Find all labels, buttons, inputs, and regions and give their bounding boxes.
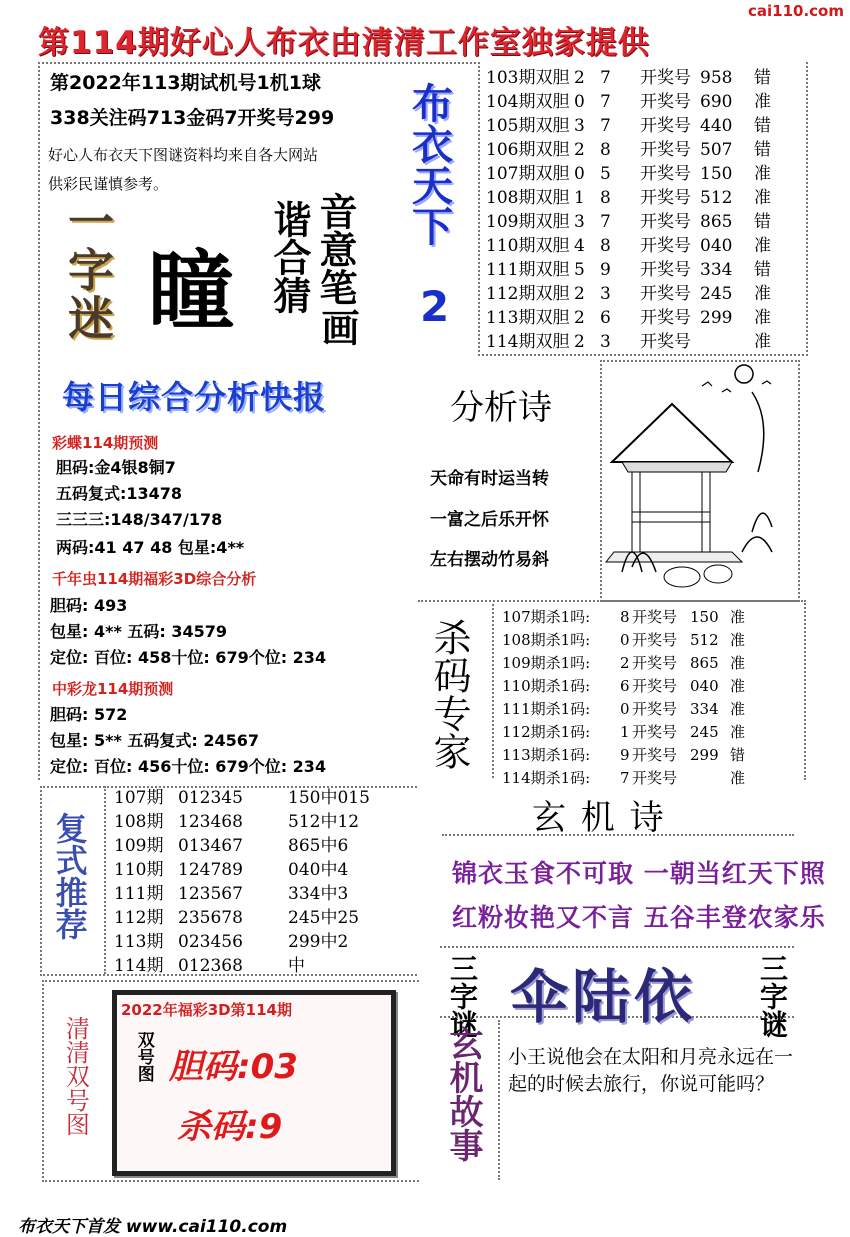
recommend-combo: 012345 [178, 788, 243, 808]
kill-num: 150 [690, 608, 719, 626]
trial-line1: 第2022年113期试机号1机1球 [50, 72, 321, 94]
double-label: 清清双号图 [61, 1016, 90, 1136]
history-num: 245 [700, 284, 733, 304]
history-d1: 2 [574, 284, 585, 304]
history-row [486, 186, 778, 210]
history-num: 299 [700, 308, 733, 328]
history-issue: 114期双胆 [486, 332, 570, 352]
history-num: 690 [700, 92, 733, 112]
three-chars: 伞陆依 [510, 963, 697, 1031]
history-num: 440 [700, 116, 733, 136]
history-row [486, 210, 778, 234]
brand-vertical: 布衣天下 [405, 82, 453, 246]
kill-digit: 6 [620, 677, 630, 695]
history-d1: 0 [574, 92, 585, 112]
history-issue: 105期双胆 [486, 116, 570, 136]
riddle-hint-col1: 谐合猜 [267, 200, 311, 314]
recommend-combo: 123468 [178, 812, 243, 832]
recommend-hit: 865中6 [288, 836, 349, 856]
kill-digit: 9 [620, 746, 630, 764]
history-d2: 7 [600, 116, 611, 136]
kill-label: 开奖号 [632, 723, 678, 741]
history-table [486, 66, 778, 354]
recommend-table [114, 786, 388, 978]
recommend-combo: 023456 [178, 932, 243, 952]
qianniang-l3: 定位: 百位: 458十位: 679个位: 234 [50, 648, 327, 667]
kill-digit: 7 [620, 769, 630, 787]
history-d2: 6 [600, 308, 611, 328]
story-label: 玄机故事 [443, 1026, 483, 1162]
history-row [486, 66, 778, 90]
kill-issue: 109期杀1吗: [502, 654, 591, 672]
history-row [486, 234, 778, 258]
kill-issue: 108期杀1吗: [502, 631, 591, 649]
history-result: 错 [754, 68, 771, 88]
double-sha: 杀码:9 [177, 1107, 283, 1147]
recommend-hit: 299中2 [288, 932, 349, 952]
history-row [486, 138, 778, 162]
double-dan: 胆码:03 [169, 1047, 298, 1087]
caidie-l1: 胆码:金4银8铜7 [56, 458, 176, 477]
kill-result: 准 [730, 723, 746, 741]
kill-digit: 0 [620, 631, 630, 649]
history-result: 准 [754, 92, 771, 112]
kill-issue: 114期杀1码: [502, 769, 591, 787]
history-d1: 2 [574, 68, 585, 88]
qianniang-l2: 包星: 4** 五码: 34579 [50, 622, 228, 641]
poem-title: 分析诗 [450, 388, 552, 428]
kill-num: 865 [690, 654, 719, 672]
riddle-char: 瞳 [148, 241, 234, 342]
history-result: 准 [754, 188, 771, 208]
history-result: 准 [754, 164, 771, 184]
caidie-heading: 彩蝶114期预测 [52, 434, 159, 452]
history-label: 开奖号 [640, 212, 691, 232]
kill-issue: 107期杀1吗: [502, 608, 591, 626]
kill-title: 杀码专家 [427, 618, 471, 770]
history-d1: 4 [574, 236, 585, 256]
history-label: 开奖号 [640, 68, 691, 88]
story-divider [498, 1020, 500, 1180]
pavilion-illustration [600, 360, 800, 602]
double-box [112, 990, 396, 1176]
history-row [486, 162, 778, 186]
kill-row [502, 675, 752, 698]
kill-row [502, 721, 752, 744]
history-result: 准 [754, 284, 771, 304]
kill-issue: 113期杀1码: [502, 746, 591, 764]
xuanji-title: 玄 机 诗 [532, 798, 666, 838]
history-num: 150 [700, 164, 733, 184]
trial-line2: 338关注码713金码7开奖号299 [50, 107, 335, 129]
history-num: 958 [700, 68, 733, 88]
kill-num: 299 [690, 746, 719, 764]
recommend-issue: 108期 [114, 812, 164, 832]
three-label-right: 三字谜 [756, 954, 789, 1038]
zhongcai-l2: 包星: 5** 五码复式: 24567 [50, 731, 260, 750]
zhongcai-heading: 中彩龙114期预测 [52, 680, 174, 698]
recommend-row [114, 882, 388, 906]
history-d2: 8 [600, 236, 611, 256]
recommend-issue: 114期 [114, 956, 164, 976]
history-d1: 5 [574, 260, 585, 280]
recommend-hit: 中 [288, 956, 305, 976]
xuanji-line1: 锦衣玉食不可取 一朝当红天下照 [452, 859, 826, 888]
history-issue: 107期双胆 [486, 164, 570, 184]
history-d1: 3 [574, 212, 585, 232]
kill-divider [492, 604, 494, 778]
page-banner: 第114期好心人布衣由清清工作室独家提供 [38, 25, 650, 61]
kill-row [502, 629, 752, 652]
history-d2: 8 [600, 140, 611, 160]
history-d2: 7 [600, 212, 611, 232]
history-num: 334 [700, 260, 733, 280]
story-text: 小王说他会在太阳和月亮永远在一起的时候去旅行，你说可能吗？ [508, 1046, 794, 1095]
recommend-hit: 334中3 [288, 884, 349, 904]
trial-note1: 好心人布衣天下图谜资料均来自各大网站 [48, 146, 319, 164]
kill-issue: 111期杀1码: [502, 700, 591, 718]
kill-label: 开奖号 [632, 608, 678, 626]
trial-note2: 供彩民谨慎参考。 [48, 175, 169, 193]
kill-row [502, 698, 752, 721]
recommend-issue: 109期 [114, 836, 164, 856]
history-label: 开奖号 [640, 236, 691, 256]
kill-digit: 0 [620, 700, 630, 718]
history-result: 错 [754, 212, 771, 232]
history-label: 开奖号 [640, 92, 691, 112]
history-label: 开奖号 [640, 284, 691, 304]
history-label: 开奖号 [640, 260, 691, 280]
kill-result: 准 [730, 608, 746, 626]
kill-digit: 8 [620, 608, 630, 626]
history-issue: 111期双胆 [486, 260, 570, 280]
history-row [486, 114, 778, 138]
double-side-label: 双号图 [133, 1031, 154, 1082]
history-d1: 2 [574, 332, 585, 352]
history-num: 507 [700, 140, 733, 160]
history-result: 错 [754, 260, 771, 280]
kill-row [502, 767, 752, 790]
zhongcai-l1: 胆码: 572 [50, 705, 128, 724]
kill-result: 准 [730, 700, 746, 718]
kill-result: 准 [730, 677, 746, 695]
history-result: 准 [754, 332, 771, 352]
kill-result: 准 [730, 654, 746, 672]
history-issue: 110期双胆 [486, 236, 570, 256]
kill-label: 开奖号 [632, 631, 678, 649]
zhongcai-l3: 定位: 百位: 456十位: 679个位: 234 [50, 757, 327, 776]
recommend-divider [104, 786, 106, 974]
three-label-left: 三字谜 [446, 954, 479, 1038]
history-d2: 3 [600, 332, 611, 352]
recommend-hit: 245中25 [288, 908, 360, 928]
kill-num: 512 [690, 631, 719, 649]
kill-num: 245 [690, 723, 719, 741]
history-issue: 109期双胆 [486, 212, 570, 232]
recommend-issue: 113期 [114, 932, 164, 952]
history-num: 512 [700, 188, 733, 208]
kill-row [502, 652, 752, 675]
recommend-combo: 124789 [178, 860, 243, 880]
pavilion-icon [602, 362, 798, 600]
kill-num: 334 [690, 700, 719, 718]
kill-label: 开奖号 [632, 746, 678, 764]
history-row [486, 282, 778, 306]
history-label: 开奖号 [640, 308, 691, 328]
history-d1: 1 [574, 188, 585, 208]
recommend-hit: 040中4 [288, 860, 349, 880]
history-d1: 2 [574, 308, 585, 328]
xuanji-line2: 红粉妆艳又不言 五谷丰登农家乐 [452, 903, 826, 932]
history-d2: 7 [600, 68, 611, 88]
kill-label: 开奖号 [632, 700, 678, 718]
riddle-hint-col3: 画 [315, 308, 359, 346]
history-result: 错 [754, 140, 771, 160]
caidie-l4: 两码:41 47 48 包星:4** [56, 538, 245, 557]
history-d1: 0 [574, 164, 585, 184]
kill-num: 040 [690, 677, 719, 695]
recommend-row [114, 906, 388, 930]
daily-divider [38, 362, 40, 780]
footer-link[interactable]: 布衣天下首发 www.cai110.com [18, 1217, 288, 1237]
kill-digit: 1 [620, 723, 630, 741]
kill-result: 准 [730, 769, 746, 787]
recommend-row [114, 930, 388, 954]
site-logo[interactable]: cai110.com [748, 2, 844, 20]
riddle-label: 一字迷 [61, 198, 115, 342]
recommend-combo: 235678 [178, 908, 243, 928]
kill-row [502, 606, 752, 629]
qianniang-l1: 胆码: 493 [50, 596, 128, 615]
recommend-issue: 112期 [114, 908, 164, 928]
history-row [486, 330, 778, 354]
history-d2: 8 [600, 188, 611, 208]
kill-row [502, 744, 752, 767]
riddle-hint-col2: 音意笔 [313, 192, 357, 306]
history-label: 开奖号 [640, 332, 691, 352]
recommend-row [114, 786, 388, 810]
recommend-title: 复式推荐 [50, 812, 89, 940]
poem-line3: 左右摆动竹易斜 [430, 550, 549, 570]
recommend-combo: 123567 [178, 884, 243, 904]
history-result: 错 [754, 116, 771, 136]
recommend-hit: 150中015 [288, 788, 370, 808]
kill-table [502, 606, 752, 790]
history-result: 准 [754, 236, 771, 256]
kill-result: 错 [730, 746, 746, 764]
history-d2: 9 [600, 260, 611, 280]
recommend-row [114, 834, 388, 858]
history-issue: 104期双胆 [486, 92, 570, 112]
kill-label: 开奖号 [632, 769, 678, 787]
recommend-issue: 107期 [114, 788, 164, 808]
history-result: 准 [754, 308, 771, 328]
recommend-row [114, 858, 388, 882]
recommend-combo: 012368 [178, 956, 243, 976]
kill-result: 准 [730, 631, 746, 649]
history-d2: 5 [600, 164, 611, 184]
history-label: 开奖号 [640, 188, 691, 208]
kill-issue: 112期杀1码: [502, 723, 591, 741]
recommend-issue: 110期 [114, 860, 164, 880]
brand-number: 2 [420, 282, 450, 331]
kill-digit: 2 [620, 654, 630, 672]
history-row [486, 258, 778, 282]
recommend-row [114, 954, 388, 978]
history-d1: 3 [574, 116, 585, 136]
recommend-combo: 013467 [178, 836, 243, 856]
history-row [486, 90, 778, 114]
history-num: 040 [700, 236, 733, 256]
history-issue: 106期双胆 [486, 140, 570, 160]
history-issue: 103期双胆 [486, 68, 570, 88]
history-label: 开奖号 [640, 164, 691, 184]
xuanji-rule [442, 834, 794, 836]
kill-label: 开奖号 [632, 677, 678, 695]
history-d2: 3 [600, 284, 611, 304]
history-issue: 108期双胆 [486, 188, 570, 208]
double-box-title: 2022年福彩3D第114期 [121, 1001, 292, 1019]
history-d1: 2 [574, 140, 585, 160]
caidie-l2: 五码复式:13478 [56, 484, 183, 503]
kill-label: 开奖号 [632, 654, 678, 672]
daily-title: 每日综合分析快报 [62, 378, 327, 416]
poem-line2: 一富之后乐开怀 [430, 510, 549, 530]
history-issue: 112期双胆 [486, 284, 570, 304]
recommend-hit: 512中12 [288, 812, 360, 832]
poem-line1: 天命有时运当转 [430, 469, 549, 489]
caidie-l3: 三三三:148/347/178 [56, 510, 223, 529]
history-row [486, 306, 778, 330]
history-issue: 113期双胆 [486, 308, 570, 328]
history-d2: 7 [600, 92, 611, 112]
history-label: 开奖号 [640, 140, 691, 160]
history-num: 865 [700, 212, 733, 232]
kill-issue: 110期杀1码: [502, 677, 591, 695]
qianniang-heading: 千年虫114期福彩3D综合分析 [52, 570, 257, 588]
recommend-issue: 111期 [114, 884, 164, 904]
recommend-row [114, 810, 388, 834]
history-label: 开奖号 [640, 116, 691, 136]
